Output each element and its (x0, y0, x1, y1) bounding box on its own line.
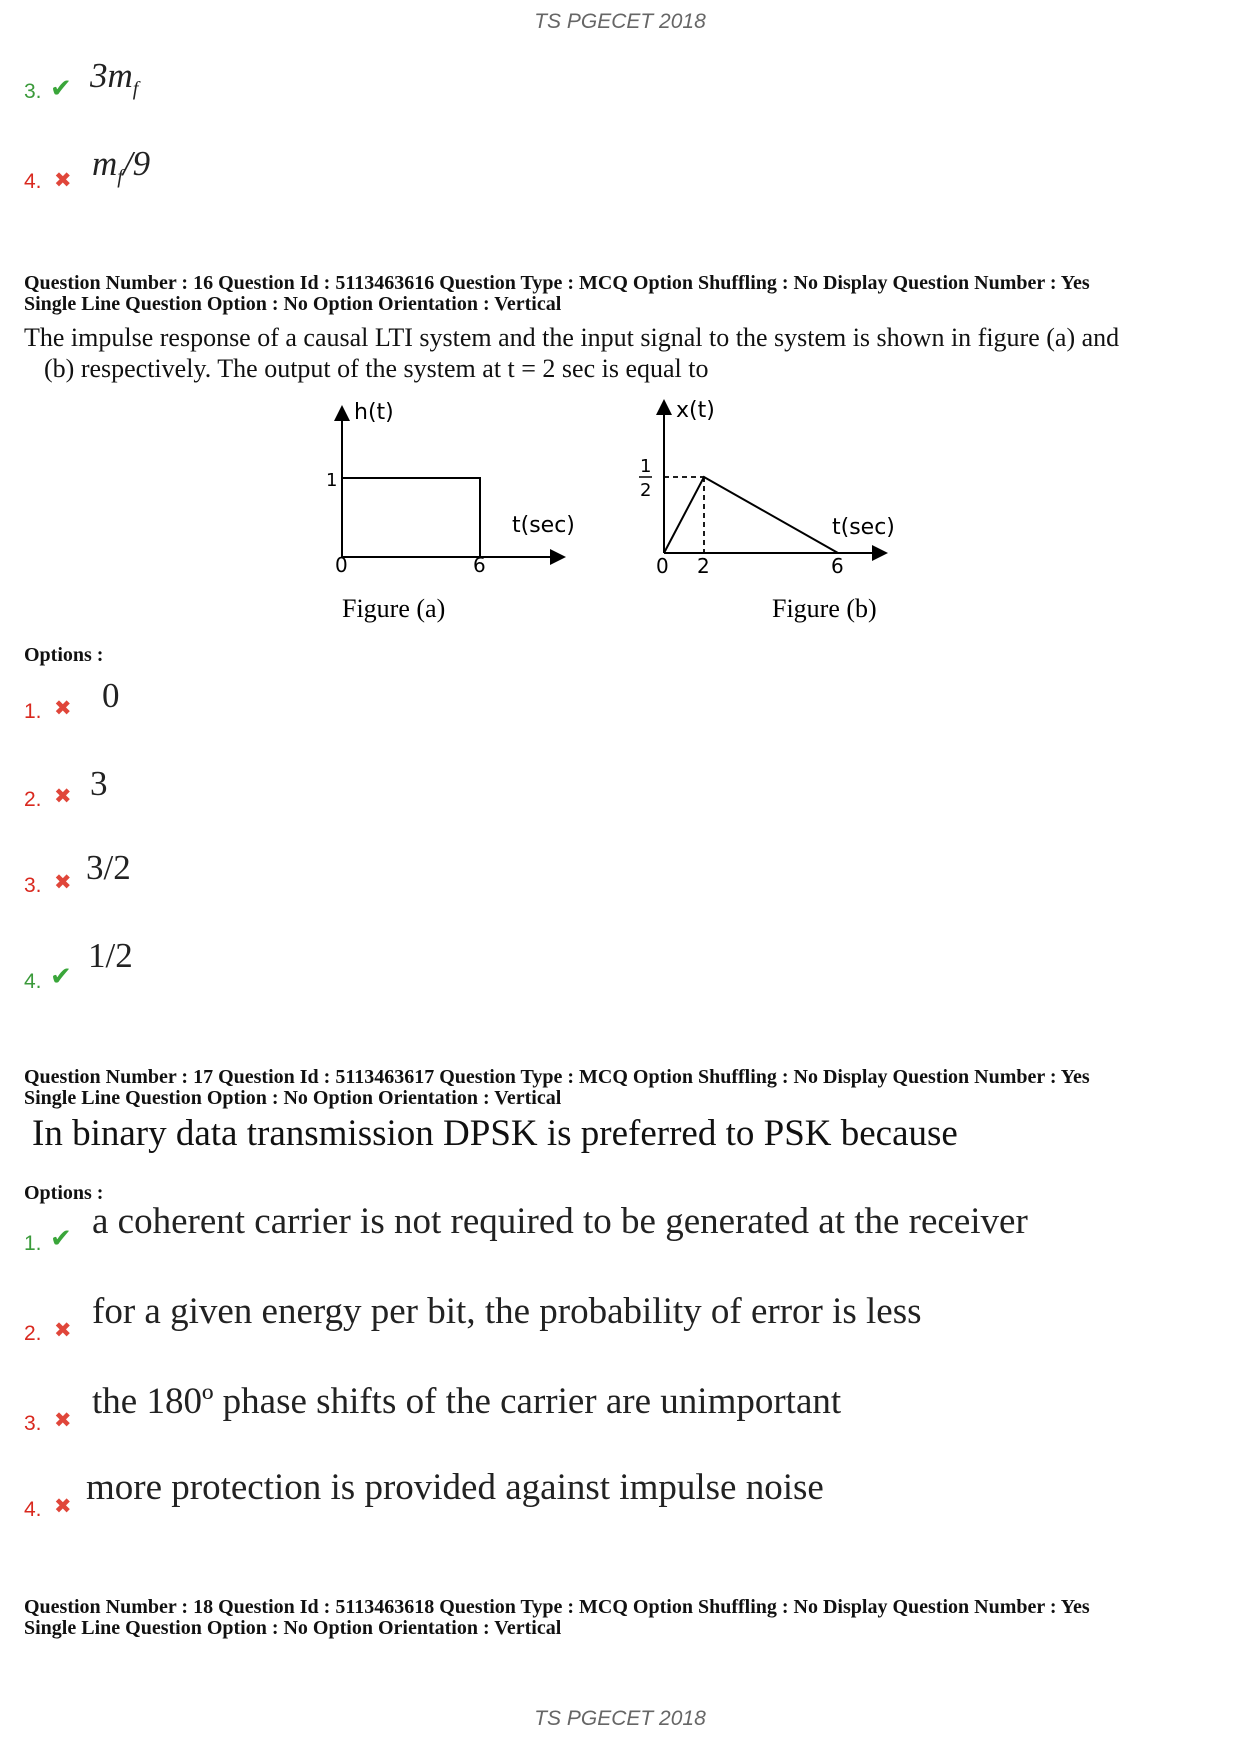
prev-option-4-text (92, 144, 150, 189)
y-tick-1: 1 (326, 470, 338, 491)
q17-option-4-number: 4. (24, 1498, 42, 1521)
y-label: x(t) (676, 398, 715, 423)
figure-a-caption: Figure (a) (342, 594, 446, 623)
q17-option-3-text: the 180º phase shifts of the carrier are unimportant (92, 1381, 842, 1422)
option-text: $m_f/9$ (92, 144, 151, 188)
prev-option-4 (24, 170, 42, 194)
wrong-cross-icon: ✖ (54, 1494, 72, 1518)
q17-meta-line-1: Question Number : 17 Question Id : 5113463617 Question Type : MCQ Option Shuffling : No Display Question Number : Yes (24, 1066, 1090, 1088)
x-label: t(sec) (832, 515, 895, 540)
q16-option-2-number: 2. (24, 788, 42, 811)
h-rect-pulse (342, 478, 480, 557)
x-tick-2: 2 (697, 554, 710, 578)
q17-option-2-text: for a given energy per bit, the probability of error is less (92, 1291, 922, 1332)
q16-option-4-number: 4. (24, 970, 42, 993)
page-footer: TS PGECET 2018 (534, 1707, 706, 1730)
option-number: 4. (24, 170, 42, 193)
figure-a (300, 395, 590, 625)
q17-meta-line-2: Single Line Question Option : No Option Orientation : Vertical (24, 1087, 562, 1109)
option-text: $3m_f$ (90, 56, 139, 100)
wrong-cross-icon: ✖ (54, 784, 72, 808)
correct-check-icon: ✔ (50, 962, 72, 992)
q16-option-1-number: 1. (24, 700, 42, 723)
q16-meta-line-2: Single Line Question Option : No Option Orientation : Vertical (24, 293, 562, 315)
y-label: h(t) (354, 400, 394, 425)
q16-meta-line-1: Question Number : 16 Question Id : 5113463616 Question Type : MCQ Option Shuffling : No Display Question Number : Yes (24, 272, 1090, 294)
option-number: 3. (24, 80, 42, 103)
wrong-cross-icon: ✖ (54, 870, 72, 894)
q17-options-label: Options : (24, 1182, 104, 1204)
q17-option-1-number: 1. (24, 1232, 42, 1255)
correct-check-icon: ✔ (50, 1224, 72, 1254)
x-triangle-signal (664, 477, 838, 553)
correct-check-icon: ✔ (50, 74, 72, 104)
figure-b (620, 395, 930, 625)
q17-option-4-text: more protection is provided against impulse noise (86, 1467, 824, 1508)
y-tick-denominator: 2 (640, 480, 652, 501)
q16-option-3-number: 3. (24, 874, 42, 897)
q17-option-3-number: 3. (24, 1412, 42, 1435)
q16-option-4-text: 1/2 (88, 936, 133, 975)
page-header: TS PGECET 2018 (534, 10, 706, 33)
q17-option-2-number: 2. (24, 1322, 42, 1345)
q17-question-text: In binary data transmission DPSK is preferred to PSK because (32, 1113, 958, 1154)
q18-meta-line-2: Single Line Question Option : No Option Orientation : Vertical (24, 1617, 562, 1639)
x-tick-0: 0 (656, 554, 669, 578)
x-tick-6: 6 (831, 554, 844, 578)
wrong-cross-icon: ✖ (54, 1318, 72, 1342)
q16-option-2-text: 3 (90, 764, 108, 803)
q16-question-line-1: The impulse response of a causal LTI system and the input signal to the system is shown in figure (a) and (24, 323, 1120, 352)
x-label: t(sec) (512, 513, 575, 538)
q16-question-line-2: (b) respectively. The output of the system at t = 2 sec is equal to (44, 354, 709, 383)
x-tick-6: 6 (473, 553, 486, 577)
q18-meta-line-1: Question Number : 18 Question Id : 5113463618 Question Type : MCQ Option Shuffling : No Display Question Number : Yes (24, 1596, 1090, 1618)
prev-option-3-text (90, 56, 138, 101)
q16-option-1-text: 0 (102, 676, 120, 715)
wrong-cross-icon: ✖ (54, 696, 72, 720)
x-tick-0: 0 (335, 553, 348, 577)
wrong-cross-icon: ✖ (54, 1408, 72, 1432)
prev-option-3 (24, 80, 42, 104)
q16-option-3-text: 3/2 (86, 848, 131, 887)
figure-b-caption: Figure (b) (772, 594, 877, 623)
y-tick-numerator: 1 (640, 456, 652, 477)
wrong-cross-icon: ✖ (54, 168, 72, 192)
q17-option-1-text: a coherent carrier is not required to be generated at the receiver (92, 1201, 1028, 1242)
q16-options-label: Options : (24, 644, 104, 666)
